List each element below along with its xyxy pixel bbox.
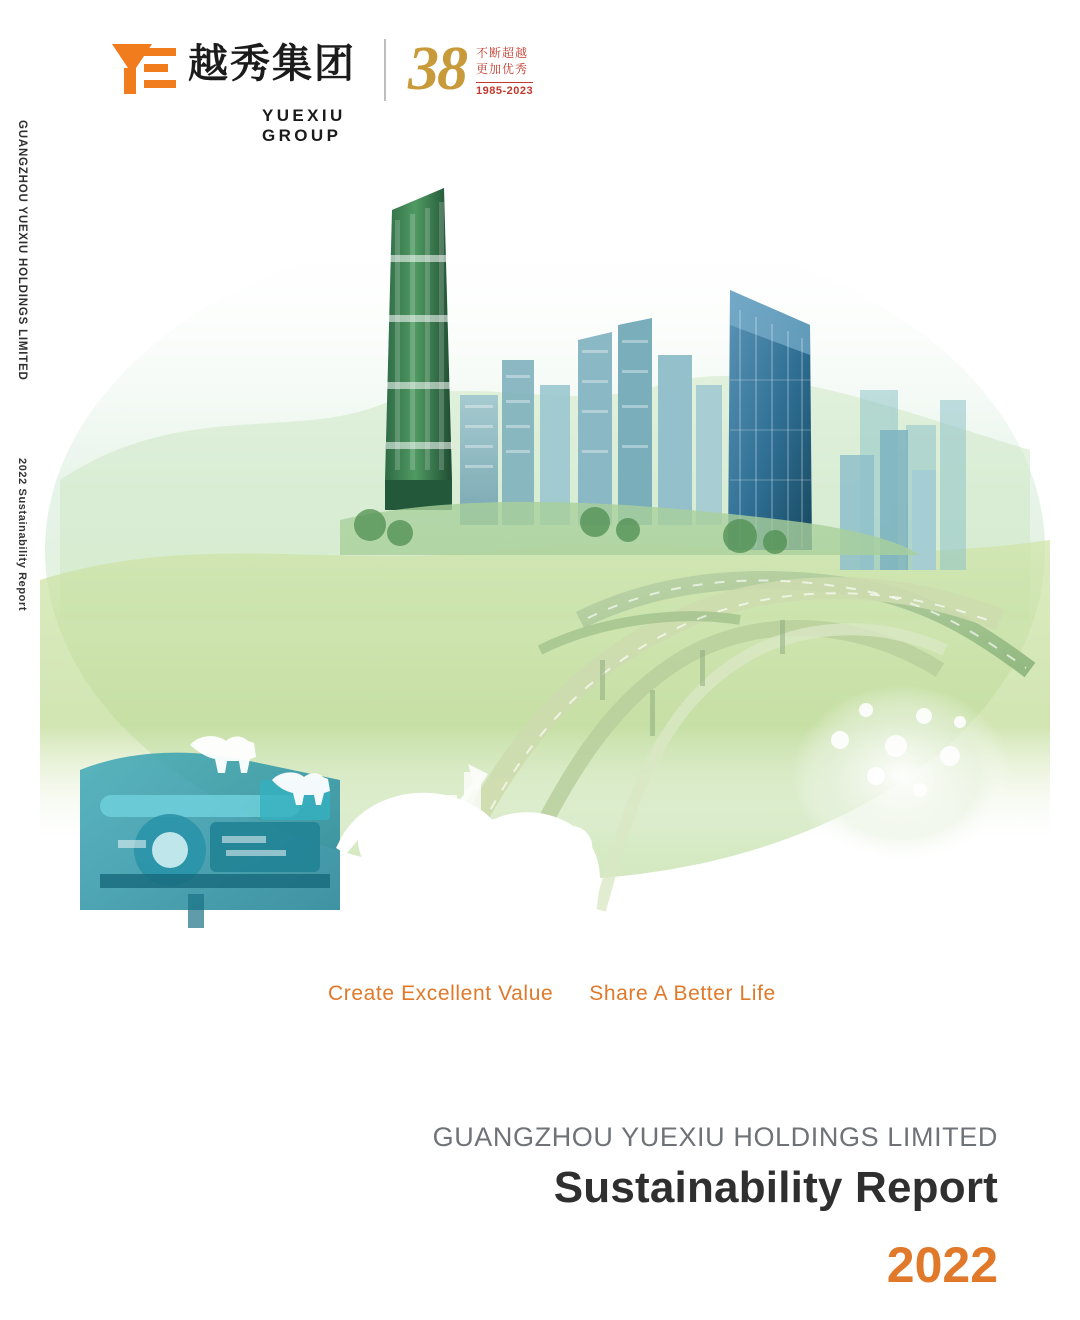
cover-illustration xyxy=(40,150,1050,950)
company-name: GUANGZHOU YUEXIU HOLDINGS LIMITED xyxy=(432,1122,998,1152)
logo-english-name: YUEXIU GROUP xyxy=(262,106,346,145)
spine-report-text: 2022 Sustainability Report xyxy=(16,458,28,612)
yuexiu-logo-icon xyxy=(110,40,182,100)
report-year: 2022 xyxy=(886,1237,998,1293)
tagline-right: Share A Better Life xyxy=(589,982,776,1005)
page-title: Sustainability Report xyxy=(553,1163,998,1212)
anniversary-number: 38 xyxy=(408,35,466,104)
tagline-left: Create Excellent Value xyxy=(328,982,554,1005)
spine xyxy=(16,120,42,660)
anniversary-years: 1985-2023 xyxy=(476,82,533,97)
tagline xyxy=(328,982,776,1006)
anniversary-line1: 不断超越 xyxy=(476,46,529,61)
brand-logo xyxy=(110,28,534,145)
anniversary-badge xyxy=(408,35,534,104)
logo-divider xyxy=(384,39,386,101)
logo-chinese-name: 越秀集团 xyxy=(188,42,356,86)
anniversary-line2: 更加优秀 xyxy=(476,61,529,76)
spine-company-text: GUANGZHOU YUEXIU HOLDINGS LIMITED xyxy=(16,120,28,381)
